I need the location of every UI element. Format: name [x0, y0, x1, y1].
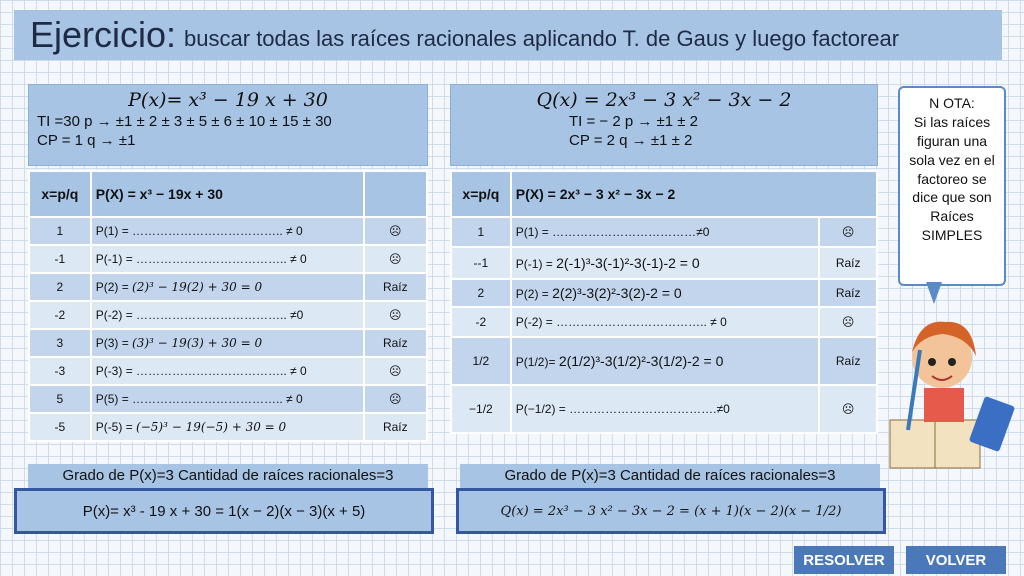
row-expr: P(-2) = ……………………………….. ≠ 0	[511, 307, 820, 337]
raiz-label: Raíz	[364, 413, 427, 441]
right-result-text: Q(x) = 2x³ − 3 x² − 3x − 2 = (x + 1)(x − 2)(x − 1/2)	[500, 503, 842, 519]
table-row	[451, 217, 877, 247]
table-row	[29, 357, 427, 385]
sad-face-icon: ☹	[364, 385, 427, 413]
sad-face-icon: ☹	[364, 217, 427, 245]
left-poly: P(x)= x³ − 19 x + 30	[128, 89, 328, 111]
row-x: -5	[29, 413, 91, 441]
row-expr: P(5) = ……………………………….. ≠ 0	[91, 385, 364, 413]
title-sub: buscar todas las raíces racionales aplicando T. de Gaus y luego factorear	[184, 26, 900, 51]
row-expr: P(-3) = ……………………………….. ≠ 0	[91, 357, 364, 385]
row-expr: P(-2) = ……………………………….. ≠0	[91, 301, 364, 329]
row-x: -2	[29, 301, 91, 329]
right-head-p: P(X) = 2x³ − 3 x² − 3x − 2	[511, 171, 877, 217]
table-row	[451, 279, 877, 307]
table-row	[451, 307, 877, 337]
resolver-button[interactable]: RESOLVER	[794, 546, 894, 574]
row-expr: P(1) = ……………………………….. ≠ 0	[91, 217, 364, 245]
row-x: -1	[29, 245, 91, 273]
left-result	[14, 488, 434, 534]
row-expr: P(-5) = (−5)³ − 19(−5) + 30 = 0	[91, 413, 364, 441]
right-head-x: x=p/q	[451, 171, 511, 217]
row-x: −1/2	[451, 385, 511, 433]
left-head-x: x=p/q	[29, 171, 91, 217]
row-expr: P(-1) = ……………………………….. ≠ 0	[91, 245, 364, 273]
row-x: --1	[451, 247, 511, 279]
table-row	[29, 217, 427, 245]
sad-face-icon: ☹	[364, 245, 427, 273]
student-icon	[880, 300, 1020, 480]
left-head-p: P(X) = x³ − 19x + 30	[91, 171, 364, 217]
row-x: 1	[29, 217, 91, 245]
sad-face-icon: ☹	[364, 357, 427, 385]
raiz-label: Raíz	[819, 337, 877, 385]
row-expr: P(-1) = 2(-1)³-3(-1)²-3(-1)-2 = 0	[511, 247, 820, 279]
table-row	[451, 385, 877, 433]
left-head-result	[364, 171, 427, 217]
note-text: N OTA: Si las raíces figuran una sola vez en el factoreo se dice que son Raíces SIMPLES	[909, 95, 995, 244]
row-expr: P(1) = ………………………………≠0	[511, 217, 820, 247]
student-illustration	[880, 300, 1020, 480]
right-ti-line: TI = − 2 p → ±1 ± 2	[569, 113, 699, 130]
row-x: 1/2	[451, 337, 511, 385]
table-row	[29, 301, 427, 329]
raiz-label: Raíz	[364, 329, 427, 357]
raiz-label: Raíz	[819, 279, 877, 307]
row-x: 2	[451, 279, 511, 307]
table-row	[451, 247, 877, 279]
right-result	[456, 488, 886, 534]
table-row	[29, 413, 427, 441]
row-expr: P(3) = (3)³ − 19(3) + 30 = 0	[91, 329, 364, 357]
note-bubble	[898, 86, 1006, 286]
sad-face-icon: ☹	[819, 217, 877, 247]
left-cp-line: CP = 1 q → ±1	[37, 132, 136, 149]
sad-face-icon: ☹	[364, 301, 427, 329]
right-table-header	[451, 171, 877, 217]
right-table	[450, 170, 878, 434]
row-expr: P(2) = (2)³ − 19(2) + 30 = 0	[91, 273, 364, 301]
table-row	[29, 329, 427, 357]
row-expr: P(−1/2) = ……………………………….≠0	[511, 385, 820, 433]
row-x: -3	[29, 357, 91, 385]
sad-face-icon: ☹	[819, 307, 877, 337]
title-bar	[14, 10, 1002, 60]
table-row	[29, 273, 427, 301]
table-row	[29, 385, 427, 413]
volver-button[interactable]: VOLVER	[906, 546, 1006, 574]
left-summary: Grado de P(x)=3 Cantidad de raíces racionales=3	[28, 464, 428, 488]
left-result-text: P(x)= x³ - 19 x + 30 = 1(x − 2)(x − 3)(x + 5)	[82, 502, 366, 520]
left-table	[28, 170, 428, 442]
row-expr: P(1/2)= 2(1/2)³-3(1/2)²-3(1/2)-2 = 0	[511, 337, 820, 385]
left-poly-box	[28, 84, 428, 166]
row-expr: P(2) = 2(2)³-3(2)²-3(2)-2 = 0	[511, 279, 820, 307]
row-x: 2	[29, 273, 91, 301]
right-cp-line: CP = 2 q → ±1 ± 2	[569, 132, 693, 149]
row-x: 3	[29, 329, 91, 357]
table-row	[451, 337, 877, 385]
right-poly: Q(x) = 2x³ − 3 x² − 3x − 2	[536, 89, 792, 111]
row-x: 1	[451, 217, 511, 247]
raiz-label: Raíz	[364, 273, 427, 301]
row-x: 5	[29, 385, 91, 413]
left-table-header	[29, 171, 427, 217]
raiz-label: Raíz	[819, 247, 877, 279]
right-summary: Grado de P(x)=3 Cantidad de raíces racionales=3	[460, 464, 880, 488]
title-main: Ejercicio:	[30, 14, 177, 55]
table-row	[29, 245, 427, 273]
right-poly-box	[450, 84, 878, 166]
sad-face-icon: ☹	[819, 385, 877, 433]
left-ti-line: TI =30 p → ±1 ± 2 ± 3 ± 5 ± 6 ± 10 ± 15 ± 30	[37, 113, 332, 130]
row-x: -2	[451, 307, 511, 337]
